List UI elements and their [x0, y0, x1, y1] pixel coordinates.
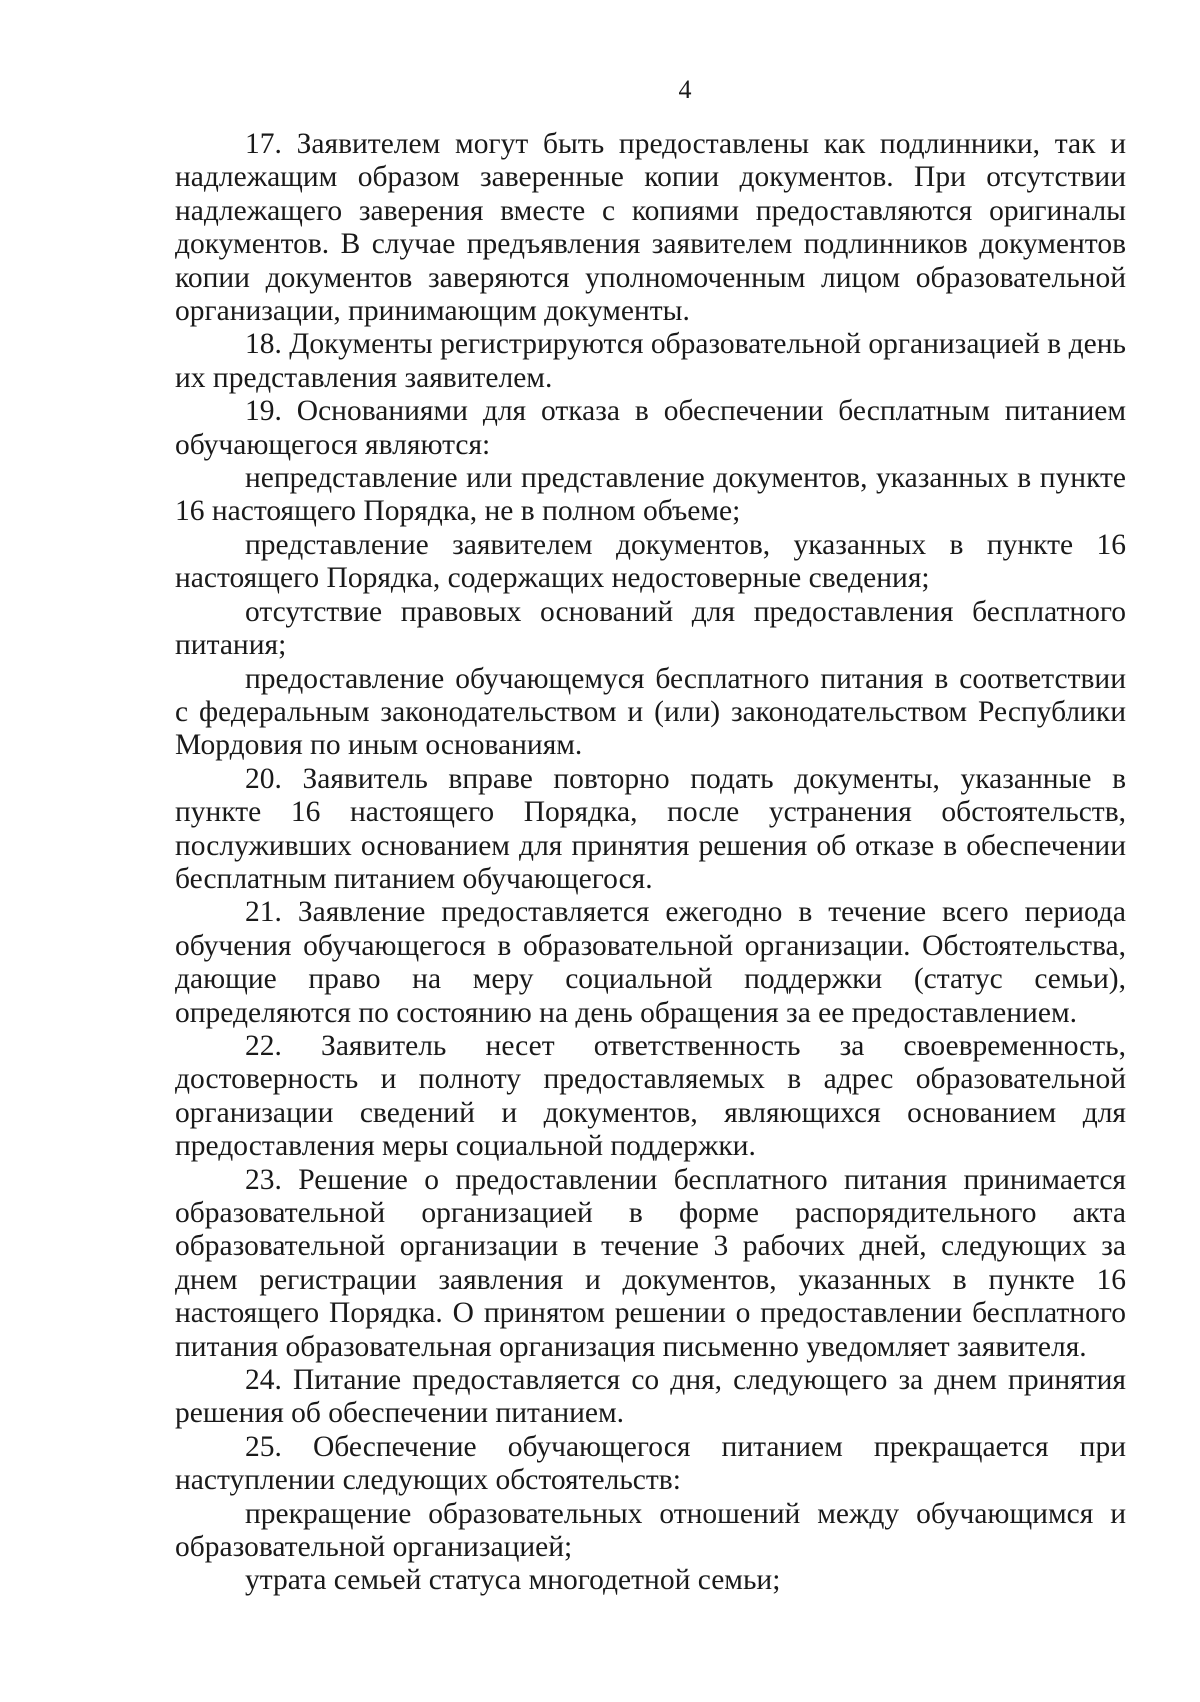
paragraph-21: 21. Заявление предоставляется ежегодно в течение всего периода обучения обучающегося в образовательной организации. Обстоятельства, дающие право на меру социальной поддержки (статус семьи), определяются по состоянию на день обращения за ее предоставлением.: [175, 896, 1126, 1029]
paragraph-19-item-3: отсутствие правовых оснований для предоставления бесплатного питания;: [175, 595, 1126, 662]
paragraph-24: 24. Питание предоставляется со дня, следующего за днем принятия решения об обеспечении питанием.: [175, 1364, 1126, 1430]
paragraph-17: 17. Заявителем могут быть предоставлены как подлинники, так и надлежащим образом заверенные копии документов. При отсутствии надлежащего заверения вместе с копиями предоставляются оригиналы документов. В случае предъявления заявителем подлинников документов копии документов заверяются уполномоченным лицом образовательной организации, принимающим документы.: [175, 128, 1126, 328]
paragraph-20: 20. Заявитель вправе повторно подать документы, указанные в пункте 16 настоящего Порядка, после устранения обстоятельств, послуживших основанием для принятия решения об отказе в обеспечении бесплатным питанием обучающегося.: [175, 762, 1126, 895]
paragraph-25-item-1: прекращение образовательных отношений между обучающимся и образовательной организацией;: [175, 1497, 1126, 1564]
paragraph-18: 18. Документы регистрируются образовательной организацией в день их представления заявителем.: [175, 328, 1126, 394]
paragraph-23: 23. Решение о предоставлении бесплатного питания принимается образовательной организацией в форме распорядительного акта образовательной организации в течение 3 рабочих дней, следующих за днем регистрации заявления и документов, указанных в пункте 16 настоящего Порядка. О принятом решении о предоставлении бесплатного питания образовательная организация письменно уведомляет заявителя.: [175, 1163, 1126, 1363]
paragraph-19-item-1: непредставление или представление документов, указанных в пункте 16 настоящего Порядка, не в полном объеме;: [175, 462, 1126, 528]
paragraph-25-item-2: утрата семьей статуса многодетной семьи;: [245, 1564, 781, 1597]
paragraph-19-item-4: предоставление обучающемуся бесплатного питания в соответствии с федеральным законодательством и (или) законодательством Республики Мордовия по иным основаниям.: [175, 662, 1126, 762]
page-number: 4: [678, 75, 692, 104]
paragraph-19-item-2: представление заявителем документов, указанных в пункте 16 настоящего Порядка, содержащих недостоверные сведения;: [175, 528, 1126, 595]
document-body: [175, 128, 1126, 1598]
paragraph-22: 22. Заявитель несет ответственность за своевременность, достоверность и полноту предоставляемых в адрес образовательной организации сведений и документов, являющихся основанием для предоставления меры социальной поддержки.: [175, 1029, 1126, 1163]
paragraph-25: 25. Обеспечение обучающегося питанием прекращается при наступлении следующих обстоятельств:: [175, 1430, 1126, 1497]
paragraph-19: 19. Основаниями для отказа в обеспечении бесплатным питанием обучающегося являются:: [175, 395, 1126, 461]
